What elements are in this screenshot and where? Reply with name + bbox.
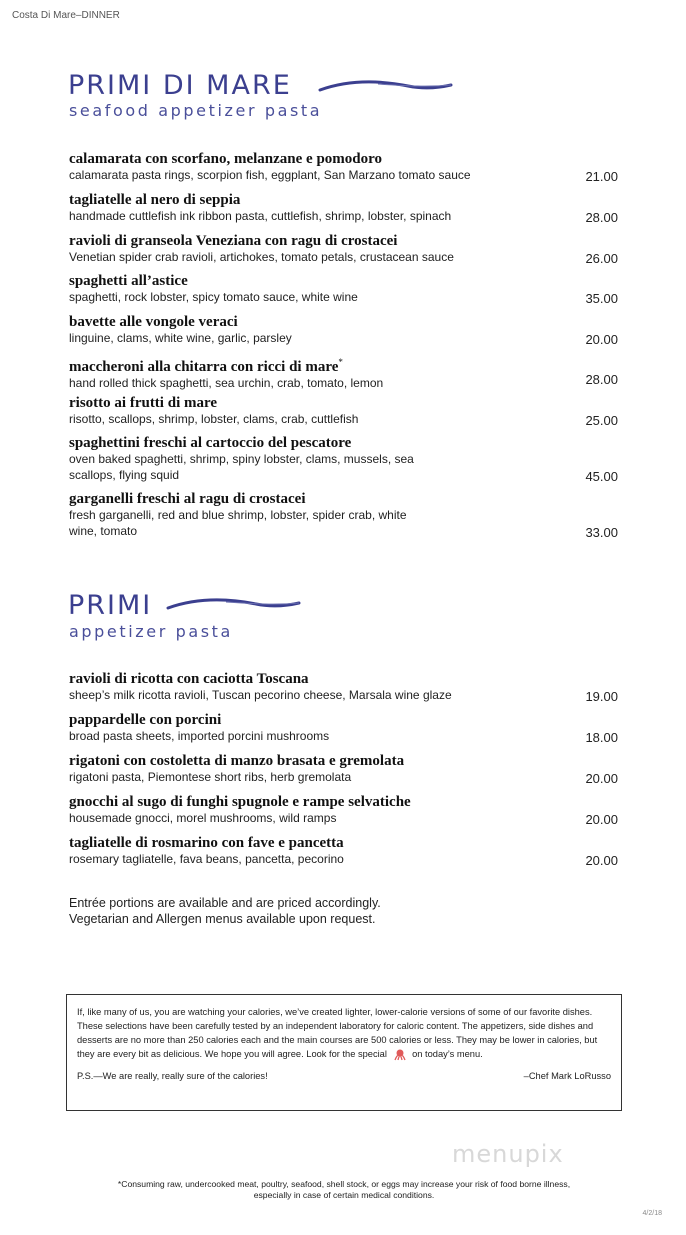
chef-signature: –Chef Mark LoRusso: [523, 1071, 611, 1081]
menu-item-name: ravioli di ricotta con caciotta Toscana: [69, 671, 309, 687]
menu-item-price: 33.00: [585, 525, 618, 540]
menu-item-price: 35.00: [585, 291, 618, 306]
calorie-info-box: [66, 994, 622, 1111]
menu-item: [69, 353, 618, 390]
menu-item-desc: rosemary tagliatelle, fava beans, pancetta, pecorino: [69, 852, 344, 866]
menu-item-name: rigatoni con costoletta di manzo brasata e gremolata: [69, 753, 405, 769]
menu-item-price: 20.00: [585, 853, 618, 868]
menu-item-name: gnocchi al sugo di funghi spugnole e rampe selvatiche: [69, 794, 411, 810]
section-subtitle-seafood: seafood appetizer pasta: [69, 101, 323, 120]
menu-item-desc: sheep’s milk ricotta ravioli, Tuscan pecorino cheese, Marsala wine glaze: [69, 688, 452, 702]
raw-food-marker: *: [338, 357, 343, 367]
footnote-line-1: *Consuming raw, undercooked meat, poultry, seafood, shell stock, or eggs may increase your risk of food borne illness,: [117, 1179, 571, 1189]
menupix-watermark: menupix: [452, 1140, 564, 1168]
menu-item-name: risotto ai frutti di mare: [69, 395, 218, 411]
menu-item: [69, 232, 618, 266]
menu-item-name-text: maccheroni alla chitarra con ricci di mare: [69, 359, 339, 375]
allergen-menu-note: Vegetarian and Allergen menus available upon request.: [69, 911, 376, 926]
menu-item-price: 20.00: [585, 332, 618, 347]
menu-item: [69, 711, 618, 745]
menu-item-price: 26.00: [585, 251, 618, 266]
menu-item-desc: broad pasta sheets, imported porcini mushrooms: [69, 729, 330, 743]
menu-item-name: tagliatelle al nero di seppia: [69, 192, 241, 208]
menu-item-price: 28.00: [585, 210, 618, 225]
menu-item: [69, 313, 618, 347]
menu-item-price: 18.00: [585, 730, 618, 745]
section-subtitle-appetizer: appetizer pasta: [69, 622, 233, 641]
footnote-line-2: especially in case of certain medical conditions.: [253, 1190, 435, 1200]
postscript: P.S.—We are really, really sure of the calories!: [77, 1071, 268, 1081]
menu-item: [69, 490, 618, 540]
entree-portion-note: Entrée portions are available and are priced accordingly.: [69, 896, 381, 910]
menu-item: [69, 434, 618, 484]
menu-item-name: spaghettini freschi al cartoccio del pescatore: [69, 435, 352, 451]
section-title-primi-di-mare: PRIMI DI MARE: [68, 70, 292, 101]
calorie-info-body: If, like many of us, you are watching your calories, we’ve created lighter, lower-calorie versions of some of our favorite dishes. These selections have been carefully tested by an independent laboratory for caloric content. The appetizers, side dishes and desserts are no more than 250 calories each and the main courses are 500 calories or less. They may be lower in calories, but they are every bit as delicious. We hope you will agree. Look for the special: [77, 1007, 598, 1059]
menu-item: [69, 670, 618, 704]
ps-row: [77, 1069, 611, 1083]
menu-item-name: calamarata con scorfano, melanzane e pomodoro: [69, 151, 383, 167]
menu-item: [69, 272, 618, 306]
menu-item-desc: calamarata pasta rings, scorpion fish, eggplant, San Marzano tomato sauce: [69, 168, 471, 182]
wave-swoosh-icon: [166, 596, 301, 614]
menu-item-price: 20.00: [585, 771, 618, 786]
menu-item-name: pappardelle con porcini: [69, 712, 222, 728]
menu-item-desc: oven baked spaghetti, shrimp, spiny lobster, clams, mussels, sea scallops, flying squid: [69, 452, 414, 482]
calorie-info-text: [77, 1005, 611, 1061]
menu-item-desc: handmade cuttlefish ink ribbon pasta, cuttlefish, shrimp, lobster, spinach: [69, 209, 452, 223]
portion-notes: [69, 896, 381, 927]
menu-item: [69, 834, 618, 868]
menu-item-desc: housemade gnocci, morel mushrooms, wild ramps: [69, 811, 337, 825]
menu-item: [69, 793, 618, 827]
menu-item: [69, 191, 618, 225]
wave-swoosh-icon: [318, 78, 453, 96]
menu-item-price: 28.00: [585, 372, 618, 387]
restaurant-label: Costa Di Mare–DINNER: [12, 10, 120, 21]
menu-item-price: 21.00: [585, 169, 618, 184]
menu-item: [69, 394, 618, 428]
menu-item-desc: spaghetti, rock lobster, spicy tomato sauce, white wine: [69, 290, 358, 304]
menu-item-desc: rigatoni pasta, Piemontese short ribs, herb gremolata: [69, 770, 352, 784]
print-date: 4/2/18: [642, 1210, 662, 1217]
menu-item-desc: risotto, scallops, shrimp, lobster, clams, crab, cuttlefish: [69, 412, 359, 426]
menu-item-price: 25.00: [585, 413, 618, 428]
menu-item: [69, 752, 618, 786]
menu-item-name: bavette alle vongole veraci: [69, 314, 238, 330]
menu-item-name: [69, 353, 618, 376]
octopus-icon: [392, 1049, 408, 1061]
menu-item-name: tagliatelle di rosmarino con fave e pancetta: [69, 835, 344, 851]
menu-item-name: spaghetti all’astice: [69, 273, 188, 289]
calorie-info-tail: on today’s menu.: [412, 1049, 483, 1059]
menu-item-name: ravioli di granseola Veneziana con ragu di crostacei: [69, 233, 398, 249]
menu-item-desc: Venetian spider crab ravioli, artichokes, tomato petals, crustacean sauce: [69, 250, 454, 264]
menu-item-price: 20.00: [585, 812, 618, 827]
menu-item-name: garganelli freschi al ragu di crostacei: [69, 491, 306, 507]
section-title-primi: PRIMI: [68, 590, 153, 621]
raw-food-footnote: [70, 1179, 618, 1201]
menu-item-desc: fresh garganelli, red and blue shrimp, lobster, spider crab, white wine, tomato: [69, 508, 407, 538]
menu-item-desc: hand rolled thick spaghetti, sea urchin, crab, tomato, lemon: [69, 376, 384, 390]
menu-item-desc: linguine, clams, white wine, garlic, parsley: [69, 331, 292, 345]
menu-item: [69, 150, 618, 184]
menu-item-price: 19.00: [585, 689, 618, 704]
menu-item-price: 45.00: [585, 469, 618, 484]
